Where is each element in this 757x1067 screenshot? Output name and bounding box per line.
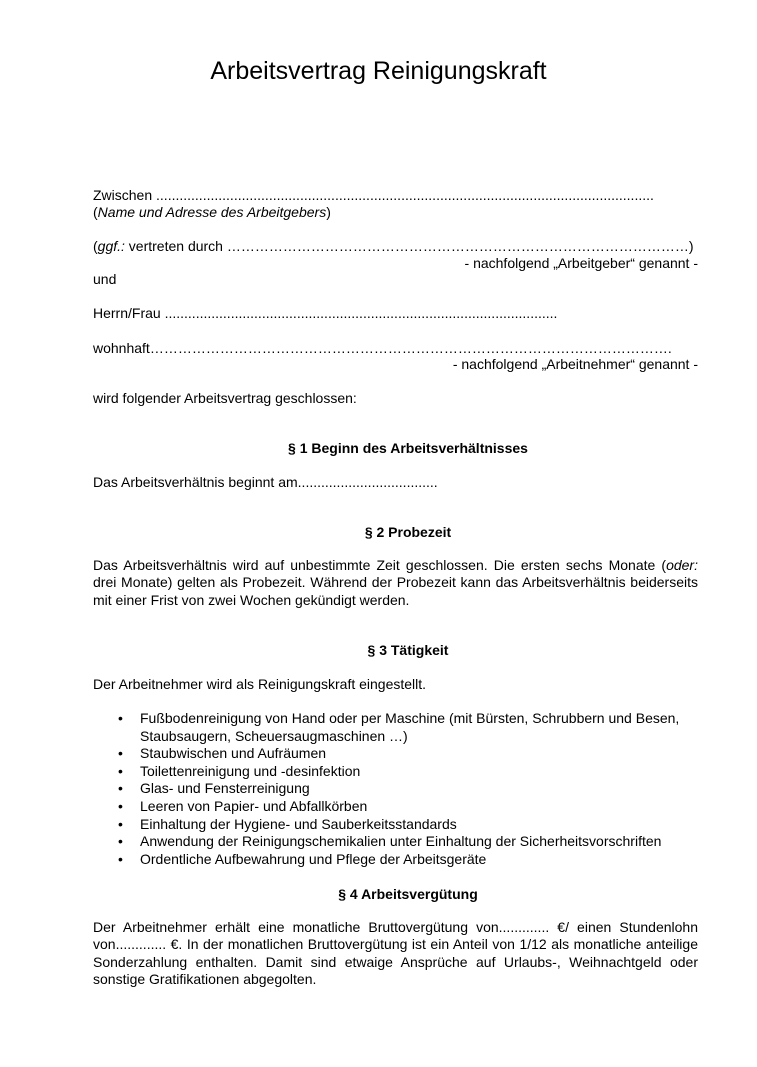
bullet-icon: • — [118, 797, 123, 814]
employer-note — [93, 204, 698, 221]
list-item — [93, 851, 698, 869]
bullet-icon: • — [118, 850, 123, 867]
bullet-icon: • — [118, 762, 123, 779]
zwischen-line: Zwischen ................................................................................................................................ — [93, 187, 654, 203]
list-item — [93, 798, 698, 816]
list-item-text: Anwendung der Reinigungschemikalien unter Einhaltung der Sicherheitsvorschriften — [140, 833, 662, 850]
employer-note-text: Name und Adresse des Arbeitgebers — [97, 204, 327, 220]
employer-note-open: ( — [93, 204, 98, 220]
list-item-text: Staubwischen und Aufräumen — [140, 745, 327, 762]
list-item — [93, 816, 698, 834]
list-item — [93, 710, 698, 745]
wohnhaft-line: wohnhaft…………………………………………………………………………………………………. — [93, 340, 672, 356]
nachfolgend-arbeitnehmer: - nachfolgend „Arbeitnehmer“ genannt - — [452, 356, 698, 372]
vertreten-rest: vertreten durch ………………………………………………………………………………………) — [124, 238, 694, 254]
list-item — [93, 745, 698, 763]
section-2-text — [93, 557, 698, 609]
bullet-icon: • — [118, 815, 123, 832]
section-3-intro: Der Arbeitnehmer wird als Reinigungskraft eingestellt. — [93, 676, 427, 692]
geschlossen-text: wird folgender Arbeitsvertrag geschlossen: — [93, 390, 357, 406]
section-2-text-b: drei Monate) gelten als Probezeit. Während der Probezeit kann das Arbeitsverhältnis beiderseits mit einer Frist von zwei Wochen gekündigt werden. — [93, 574, 698, 608]
list-item-text: Glas- und Fensterreinigung — [140, 780, 310, 797]
list-item-text: Einhaltung der Hygiene- und Sauberkeitsstandards — [140, 815, 457, 832]
bullet-icon: • — [118, 780, 123, 797]
herrn-frau-line: Herrn/Frau ..................................................................................................... — [93, 305, 558, 321]
list-item-text: Leeren von Papier- und Abfallkörben — [140, 797, 368, 814]
list-item — [93, 763, 698, 781]
bullet-icon: • — [118, 710, 123, 726]
list-item — [93, 833, 698, 851]
bullet-icon: • — [118, 833, 123, 850]
nachfolgend-arbeitgeber: - nachfolgend „Arbeitgeber“ genannt - — [464, 255, 698, 271]
list-item — [93, 780, 698, 798]
list-item-text: Ordentliche Aufbewahrung und Pflege der Arbeitsgeräte — [140, 850, 487, 867]
section-3-heading: § 3 Tätigkeit — [367, 642, 449, 658]
document-title: Arbeitsvertrag Reinigungskraft — [210, 57, 547, 85]
bullet-icon: • — [118, 745, 123, 762]
section-4-text: Der Arbeitnehmer erhält eine monatliche Bruttovergütung von............. €/ einen Stundenlohn von............. €. In der monatlichen Bruttovergütung ist ein Anteil von 1/12 als monatliche anteilige Sonderzahlung enthalten. Damit sind etwaige Ansprüche auf Urlaubs-, Weihnachtgeld oder sonstige Gratifikationen abgegolten. — [93, 919, 698, 988]
task-list — [93, 710, 698, 868]
section-4-heading: § 4 Arbeitsvergütung — [338, 886, 478, 902]
section-1-text: Das Arbeitsverhältnis beginnt am.................................... — [93, 474, 438, 490]
vertreten-italic: ggf.: — [97, 238, 125, 254]
section-2-heading: § 2 Probezeit — [364, 524, 452, 540]
section-2-text-italic: oder: — [666, 557, 698, 573]
section-1-heading: § 1 Beginn des Arbeitsverhältnisses — [288, 440, 528, 456]
list-item-text: Toilettenreinigung und -desinfektion — [140, 762, 361, 779]
section-2-text-a: Das Arbeitsverhältnis wird auf unbestimmte Zeit geschlossen. Die ersten sechs Monate ( — [93, 557, 667, 573]
list-item-text: Fußbodenreinigung von Hand oder per Maschine (mit Bürsten, Schrubbern und Besen, Staubsaugern, Scheuersaugmaschinen …) — [140, 710, 680, 744]
und-text: und — [93, 271, 117, 287]
vertreten-line — [93, 238, 698, 255]
vertreten-open: ( — [93, 238, 98, 254]
employer-note-close: ) — [326, 204, 331, 220]
